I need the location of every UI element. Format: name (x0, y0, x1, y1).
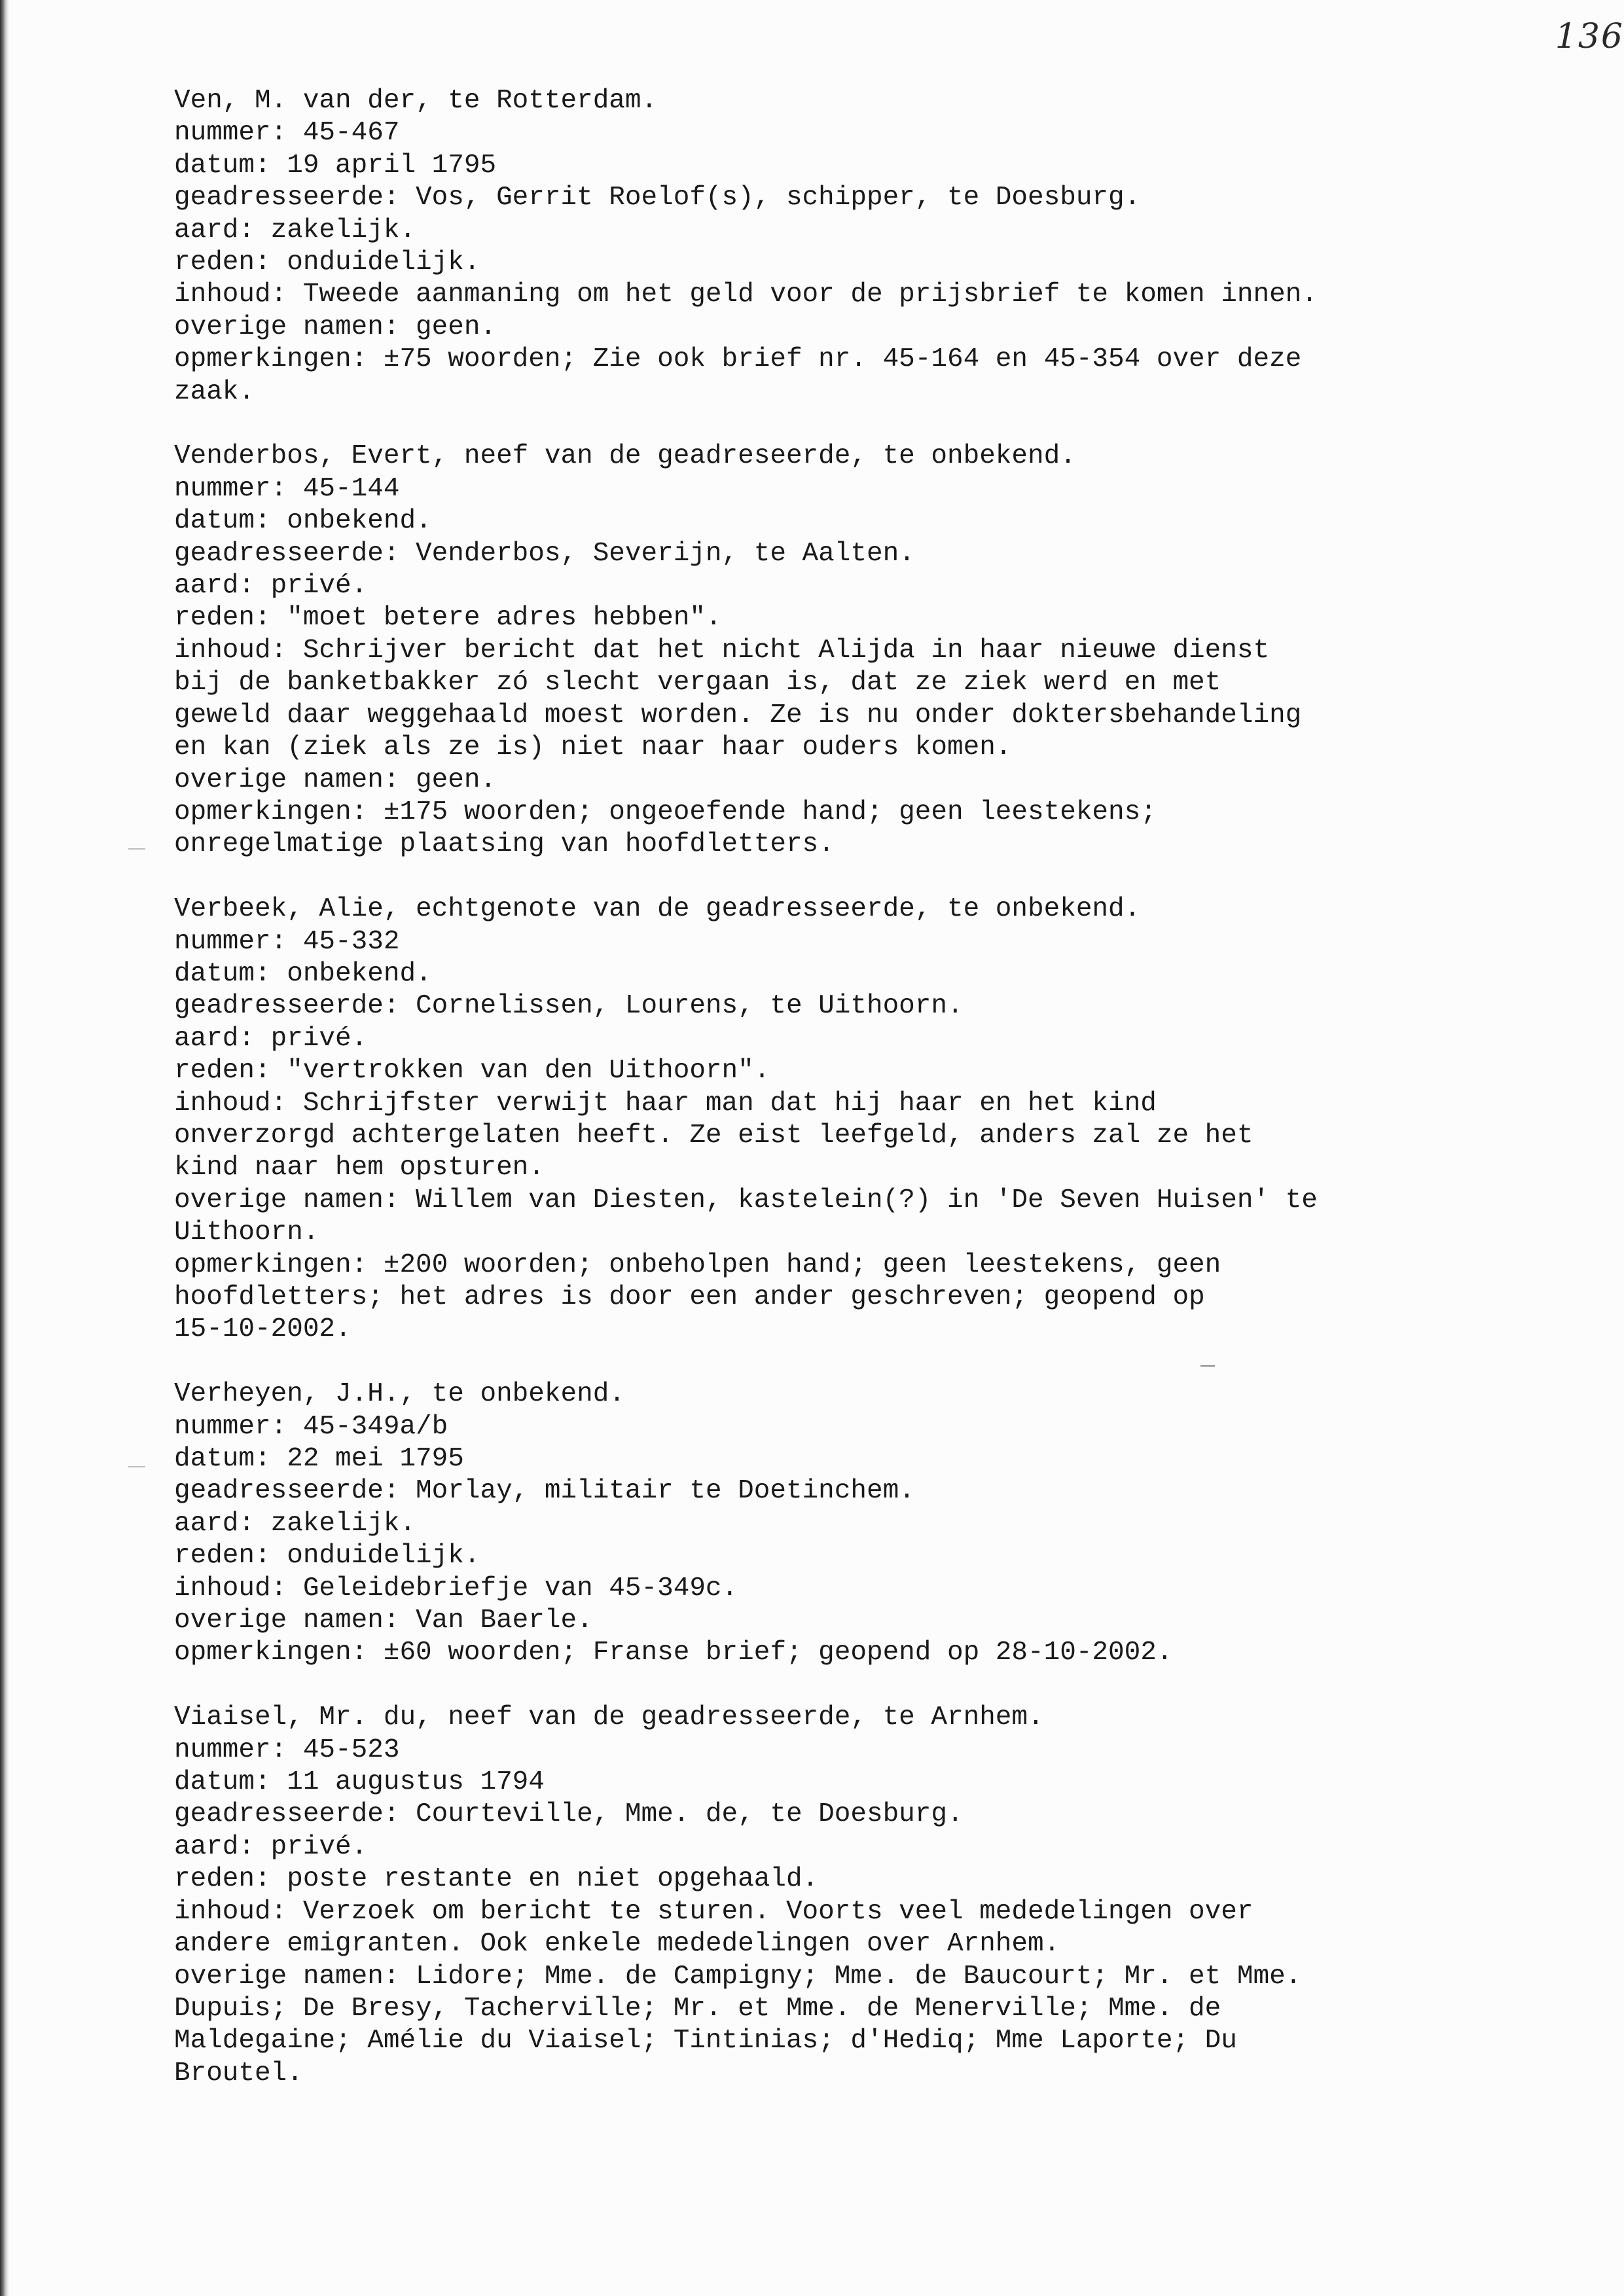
entry-line: geadresseerde: Vos, Gerrit Roelof(s), schipper, te Doesburg. (174, 183, 1141, 213)
entry-line: datum: onbekend. (174, 958, 432, 989)
entry-line: onregelmatige plaatsing van hoofdletters. (174, 829, 835, 860)
entry-line: Broutel. (174, 2058, 303, 2089)
entry-header: Verheyen, J.H., te onbekend. (174, 1379, 625, 1410)
entry-line: nummer: 45-523 (174, 1734, 400, 1765)
entry-line: geadresseerde: Cornelissen, Lourens, te Uithoorn. (174, 991, 964, 1022)
entry-line: kind naar hem opsturen. (174, 1153, 545, 1183)
entry-viaisel (174, 1702, 1516, 2090)
entry-line: nummer: 45-144 (174, 473, 400, 504)
entry-line: nummer: 45-467 (174, 118, 400, 149)
entry-venderbos (174, 440, 1516, 861)
entry-line: geadresseerde: Morlay, militair te Doetinchem. (174, 1476, 915, 1507)
entry-line: nummer: 45-332 (174, 926, 400, 957)
scan-speck (1200, 1365, 1215, 1367)
entry-header: Ven, M. van der, te Rotterdam. (174, 86, 658, 116)
entry-line: opmerkingen: ±175 woorden; ongeoefende hand; geen leestekens; (174, 797, 1157, 827)
entry-line: overige namen: Willem van Diesten, kastelein(?) in 'De Seven Huisen' te (174, 1185, 1318, 1215)
entry-line: geadresseerde: Courteville, Mme. de, te Doesburg. (174, 1799, 964, 1830)
entry-line: aard: privé. (174, 571, 368, 601)
scan-page-edge (0, 0, 9, 2296)
entry-line: geweld daar weggehaald moest worden. Ze is nu onder doktersbehandeling (174, 700, 1302, 730)
entry-header: Venderbos, Evert, neef van de geadreseerde, te onbekend. (174, 441, 1076, 472)
entry-line: reden: "moet betere adres hebben". (174, 603, 722, 634)
entry-ven (174, 85, 1516, 408)
entry-line: bij de banketbakker zó slecht vergaan is, dat ze ziek werd en met (174, 668, 1221, 698)
page-number: 136 (1555, 17, 1624, 56)
entry-line: en kan (ziek als ze is) niet naar haar ouders komen. (174, 732, 1012, 763)
entry-line: overige namen: Van Baerle. (174, 1605, 593, 1636)
entry-line: Uithoorn. (174, 1217, 319, 1248)
entry-line: datum: onbekend. (174, 506, 432, 537)
entry-line: nummer: 45-349a/b (174, 1411, 448, 1442)
entry-line: aard: privé. (174, 1023, 368, 1054)
entry-line: zaak. (174, 376, 255, 407)
entry-line: Maldegaine; Amélie du Viaisel; Tintinias; d'Hediq; Mme Laporte; Du (174, 2026, 1237, 2056)
entry-line: onverzorgd achtergelaten heeft. Ze eist leefgeld, anders zal ze het (174, 1120, 1254, 1151)
entry-line: inhoud: Schrijver bericht dat het nicht Alijda in haar nieuwe dienst (174, 635, 1270, 666)
entry-line: inhoud: Tweede aanmaning om het geld voor de prijsbrief te komen innen. (174, 279, 1318, 310)
entry-line: reden: onduidelijk. (174, 1541, 480, 1571)
entry-line: aard: privé. (174, 1831, 368, 1862)
entry-line: aard: zakelijk. (174, 1508, 416, 1539)
entry-line: reden: "vertrokken van den Uithoorn". (174, 1056, 770, 1086)
entry-line: andere emigranten. Ook enkele mededelingen over Arnhem. (174, 1929, 1060, 1960)
scan-speck (128, 848, 145, 850)
entry-line: 15-10-2002. (174, 1314, 352, 1345)
entry-line: Dupuis; De Bresy, Tacherville; Mr. et Mme. de Menerville; Mme. de (174, 1993, 1221, 2024)
entry-line: aard: zakelijk. (174, 215, 416, 245)
entry-line: geadresseerde: Venderbos, Severijn, te Aalten. (174, 538, 915, 569)
entry-verheyen (174, 1378, 1516, 1670)
entry-line: hoofdletters; het adres is door een ander geschreven; geopend op (174, 1282, 1205, 1312)
entry-line: opmerkingen: ±75 woorden; Zie ook brief nr. 45-164 en 45-354 over deze (174, 344, 1302, 375)
entry-line: opmerkingen: ±200 woorden; onbeholpen hand; geen leestekens, geen (174, 1249, 1221, 1280)
entry-line: datum: 11 augustus 1794 (174, 1767, 545, 1798)
scan-speck (128, 1466, 145, 1467)
entry-line: overige namen: geen. (174, 312, 497, 342)
entry-line: reden: onduidelijk. (174, 247, 480, 278)
entry-line: overige namen: geen. (174, 764, 497, 795)
entry-line: inhoud: Geleidebriefje van 45-349c. (174, 1573, 738, 1604)
document-body (174, 85, 1516, 2123)
entry-line: datum: 22 mei 1795 (174, 1444, 464, 1475)
entry-line: datum: 19 april 1795 (174, 150, 497, 181)
entry-header: Verbeek, Alie, echtgenote van de geadresseerde, te onbekend. (174, 894, 1141, 925)
entry-line: inhoud: Verzoek om bericht te sturen. Voorts veel mededelingen over (174, 1896, 1254, 1927)
entry-line: overige namen: Lidore; Mme. de Campigny; Mme. de Baucourt; Mr. et Mme. (174, 1961, 1302, 1992)
entry-line: reden: poste restante en niet opgehaald. (174, 1864, 819, 1895)
entry-line: opmerkingen: ±60 woorden; Franse brief; geopend op 28-10-2002. (174, 1638, 1173, 1668)
entry-line: inhoud: Schrijfster verwijt haar man dat hij haar en het kind (174, 1088, 1157, 1119)
entry-header: Viaisel, Mr. du, neef van de geadresseerde, te Arnhem. (174, 1702, 1044, 1733)
entry-verbeek (174, 893, 1516, 1346)
